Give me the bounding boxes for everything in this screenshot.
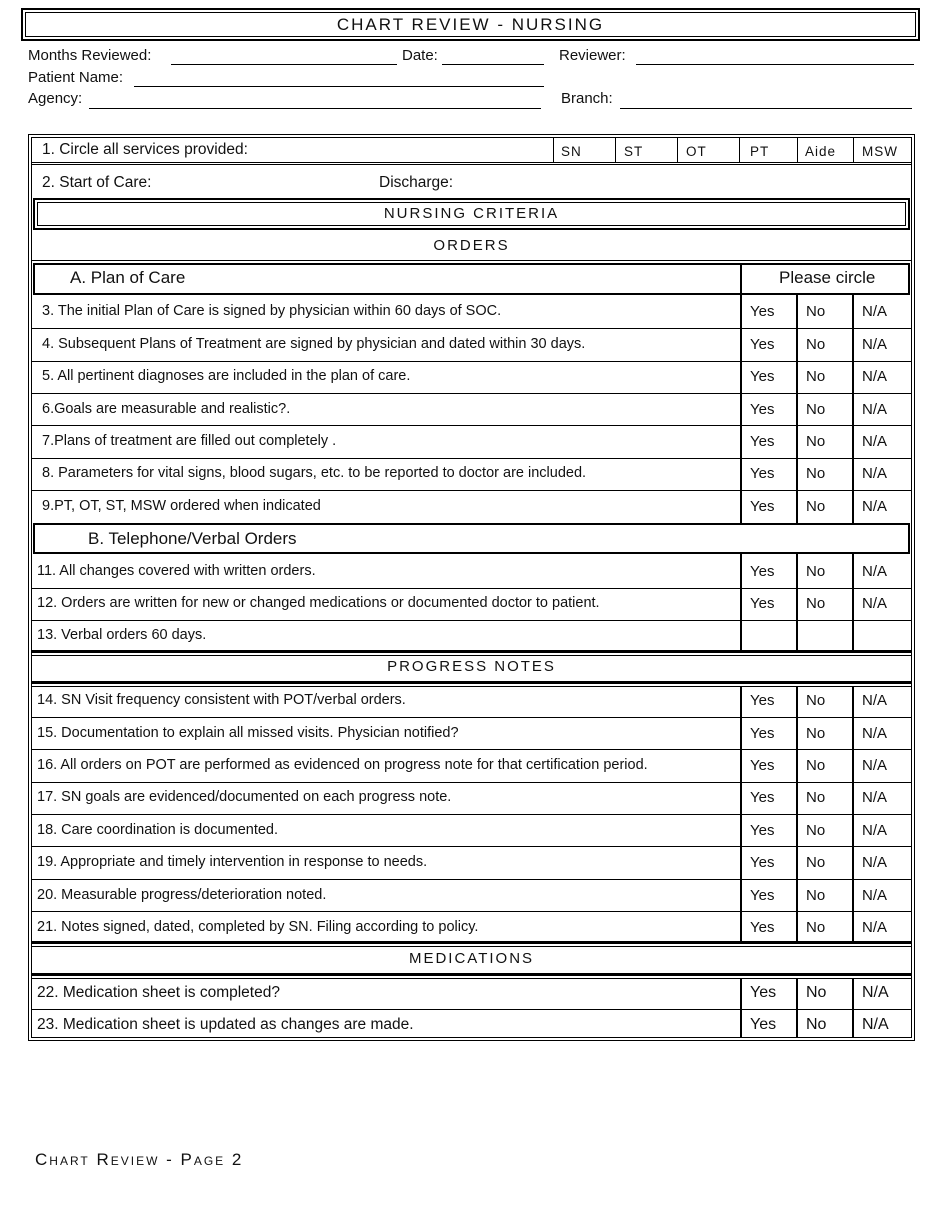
no-option[interactable]: No <box>806 433 826 450</box>
services-divider <box>677 137 678 162</box>
orders-title: ORDERS <box>433 237 510 254</box>
list-item: 14. SN Visit frequency consistent with POT/verbal orders. <box>37 692 406 708</box>
branch-label: Branch: <box>561 90 613 107</box>
list-item: 13. Verbal orders 60 days. <box>37 627 207 643</box>
no-option[interactable]: No <box>806 692 826 709</box>
months-reviewed-label: Months Reviewed: <box>28 47 152 64</box>
column-divider <box>852 978 854 1038</box>
yes-option[interactable]: Yes <box>750 595 775 612</box>
column-divider <box>740 978 742 1038</box>
yes-option[interactable]: Yes <box>750 368 775 385</box>
yes-option[interactable]: Yes <box>750 433 775 450</box>
page-footer: Chart Review - Page 2 <box>35 1150 244 1169</box>
no-option[interactable]: No <box>806 1016 827 1033</box>
na-option[interactable]: N/A <box>862 725 888 742</box>
services-divider <box>553 137 554 162</box>
list-item: 18. Care coordination is documented. <box>37 822 279 838</box>
divider <box>31 973 912 976</box>
yes-option[interactable]: Yes <box>750 822 775 839</box>
no-option[interactable]: No <box>806 563 826 580</box>
yes-option[interactable]: Yes <box>750 465 775 482</box>
divider <box>31 879 912 880</box>
list-item: 20. Measurable progress/deterioration noted. <box>37 887 327 903</box>
services-divider <box>853 137 854 162</box>
no-option[interactable]: No <box>806 595 826 612</box>
divider <box>31 749 912 750</box>
column-divider <box>796 554 798 651</box>
divider <box>31 782 912 783</box>
list-item: 7.Plans of treatment are filled out completely . <box>42 433 337 449</box>
divider <box>31 164 912 165</box>
plan-of-care-heading: A. Plan of Care <box>70 268 186 287</box>
no-option[interactable]: No <box>806 757 826 774</box>
list-item: 16. All orders on POT are performed as evidenced on progress note for that certification period. <box>37 757 648 773</box>
services-label: 1. Circle all services provided: <box>42 141 248 158</box>
na-option[interactable]: N/A <box>862 692 888 709</box>
yes-option[interactable]: Yes <box>750 789 775 806</box>
divider <box>31 814 912 815</box>
divider <box>31 941 912 944</box>
months-reviewed-field[interactable] <box>171 64 397 65</box>
service-msw[interactable]: MSW <box>862 144 898 159</box>
column-divider <box>740 554 742 651</box>
divider <box>31 655 912 656</box>
list-item: 23. Medication sheet is updated as changes are made. <box>37 1016 414 1033</box>
divider <box>31 490 912 491</box>
divider <box>31 162 912 163</box>
na-option[interactable]: N/A <box>862 303 888 320</box>
service-pt[interactable]: PT <box>750 144 770 159</box>
list-item: 21. Notes signed, dated, completed by SN. Filing according to policy. <box>37 919 479 935</box>
nursing-criteria-title: NURSING CRITERIA <box>383 205 560 222</box>
divider <box>31 588 912 589</box>
divider <box>31 393 912 394</box>
divider <box>31 717 912 718</box>
title-box <box>21 8 920 41</box>
divider <box>31 458 912 459</box>
no-option[interactable]: No <box>806 725 826 742</box>
divider <box>31 425 912 426</box>
divider <box>31 1009 912 1010</box>
divider <box>31 681 912 684</box>
service-aide[interactable]: Aide <box>805 144 837 159</box>
services-divider <box>615 137 616 162</box>
divider <box>31 361 912 362</box>
telephone-orders-heading: B. Telephone/Verbal Orders <box>88 529 297 548</box>
branch-field[interactable] <box>620 108 912 109</box>
list-item: 22. Medication sheet is completed? <box>37 984 280 1001</box>
no-option[interactable]: No <box>806 303 826 320</box>
list-item: 19. Appropriate and timely intervention in response to needs. <box>37 854 428 870</box>
service-sn[interactable]: SN <box>561 144 582 159</box>
divider <box>31 911 912 912</box>
na-option[interactable]: N/A <box>862 1016 889 1033</box>
divider <box>31 978 912 979</box>
na-option[interactable]: N/A <box>862 757 888 774</box>
service-st[interactable]: ST <box>624 144 644 159</box>
na-option[interactable]: N/A <box>862 984 889 1001</box>
patient-name-label: Patient Name: <box>28 69 124 86</box>
list-item: 11. All changes covered with written orders. <box>37 563 316 579</box>
column-divider <box>852 554 854 651</box>
no-option[interactable]: No <box>806 822 826 839</box>
please-circle-heading: Please circle <box>779 268 876 287</box>
agency-label: Agency: <box>28 90 83 107</box>
yes-option[interactable]: Yes <box>750 757 775 774</box>
medications-title: MEDICATIONS <box>408 950 535 967</box>
yes-option[interactable]: Yes <box>750 725 775 742</box>
list-item: 4. Subsequent Plans of Treatment are signed by physician and dated within 30 days. <box>42 336 586 352</box>
yes-option[interactable]: Yes <box>750 854 775 871</box>
discharge-label: Discharge: <box>379 174 454 191</box>
yes-option[interactable]: Yes <box>750 336 775 353</box>
yes-option[interactable]: Yes <box>750 984 777 1001</box>
list-item: 6.Goals are measurable and realistic?. <box>42 401 291 417</box>
na-option[interactable]: N/A <box>862 433 888 450</box>
list-item: 15. Documentation to explain all missed visits. Physician notified? <box>37 725 459 741</box>
column-divider <box>852 295 854 523</box>
na-option[interactable]: N/A <box>862 789 888 806</box>
patient-name-field[interactable] <box>134 86 544 87</box>
list-item: 5. All pertinent diagnoses are included in the plan of care. <box>42 368 411 384</box>
services-divider <box>797 137 798 162</box>
list-item: 12. Orders are written for new or changed medications or documented doctor to patient. <box>37 595 600 611</box>
na-option[interactable]: N/A <box>862 887 888 904</box>
list-item: 17. SN goals are evidenced/documented on each progress note. <box>37 789 452 805</box>
progress-notes-title: PROGRESS NOTES <box>387 658 556 675</box>
na-option[interactable]: N/A <box>862 919 888 936</box>
divider <box>31 650 912 653</box>
na-option[interactable]: N/A <box>862 465 888 482</box>
divider <box>31 260 912 261</box>
reviewer-field[interactable] <box>636 64 914 65</box>
list-item: 8. Parameters for vital signs, blood sugars, etc. to be reported to doctor are included. <box>42 465 587 481</box>
no-option[interactable]: No <box>806 401 826 418</box>
no-option[interactable]: No <box>806 336 826 353</box>
yes-option[interactable]: Yes <box>750 563 775 580</box>
divider <box>31 620 912 621</box>
no-option[interactable]: No <box>806 984 827 1001</box>
divider <box>31 846 912 847</box>
column-divider <box>796 295 798 523</box>
please-circle-divider <box>740 263 742 295</box>
yes-option[interactable]: Yes <box>750 887 775 904</box>
no-option[interactable]: No <box>806 854 826 871</box>
services-divider <box>739 137 740 162</box>
column-divider <box>796 978 798 1038</box>
no-option[interactable]: No <box>806 368 826 385</box>
na-option[interactable]: N/A <box>862 595 888 612</box>
start-of-care-label: 2. Start of Care: <box>42 174 152 191</box>
date-label: Date: <box>402 47 438 64</box>
yes-option[interactable]: Yes <box>750 692 775 709</box>
divider <box>31 946 912 947</box>
na-option[interactable]: N/A <box>862 498 888 515</box>
divider <box>31 686 912 687</box>
na-option[interactable]: N/A <box>862 563 888 580</box>
na-option[interactable]: N/A <box>862 822 888 839</box>
yes-option[interactable]: Yes <box>750 401 775 418</box>
no-option[interactable]: No <box>806 498 826 515</box>
divider <box>31 328 912 329</box>
na-option[interactable]: N/A <box>862 368 888 385</box>
no-option[interactable]: No <box>806 919 826 936</box>
yes-option[interactable]: Yes <box>750 303 775 320</box>
yes-option[interactable]: Yes <box>750 498 775 515</box>
no-option[interactable]: No <box>806 887 826 904</box>
list-item: 9.PT, OT, ST, MSW ordered when indicated <box>42 498 321 514</box>
date-field[interactable] <box>442 64 544 65</box>
na-option[interactable]: N/A <box>862 336 888 353</box>
no-option[interactable]: No <box>806 465 826 482</box>
no-option[interactable]: No <box>806 789 826 806</box>
na-option[interactable]: N/A <box>862 854 888 871</box>
reviewer-label: Reviewer: <box>559 47 626 64</box>
na-option[interactable]: N/A <box>862 401 888 418</box>
list-item: 3. The initial Plan of Care is signed by physician within 60 days of SOC. <box>42 303 502 319</box>
yes-option[interactable]: Yes <box>750 1016 777 1033</box>
agency-field[interactable] <box>89 108 541 109</box>
column-divider <box>740 295 742 523</box>
yes-option[interactable]: Yes <box>750 919 775 936</box>
page-title: CHART REVIEW - NURSING <box>25 12 916 37</box>
service-ot[interactable]: OT <box>686 144 707 159</box>
